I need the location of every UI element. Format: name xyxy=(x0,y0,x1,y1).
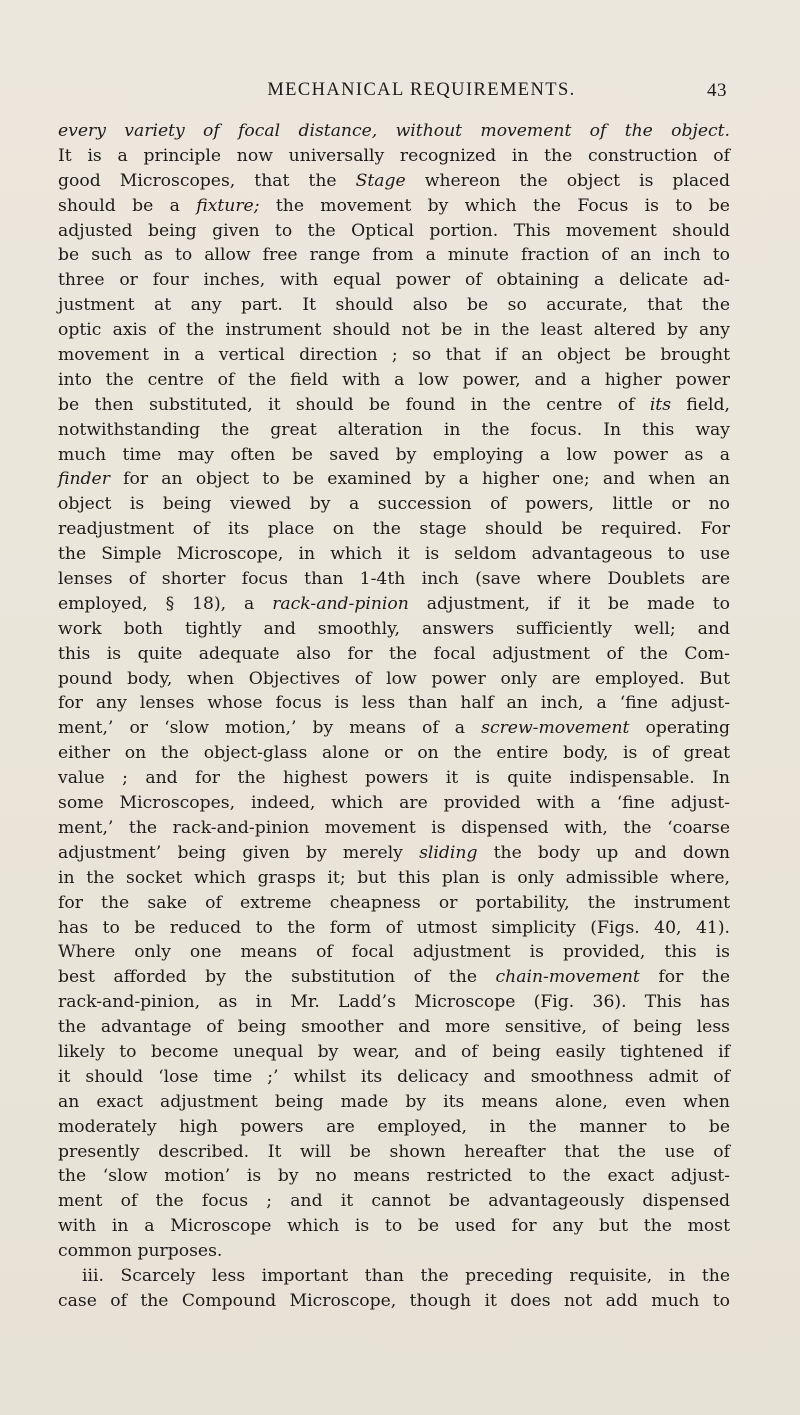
text-line xyxy=(58,393,730,418)
text-line xyxy=(58,1140,730,1165)
text-run: ment,’ the rack-and-pinion movement is dispensed with, the ‘coarse xyxy=(58,817,730,838)
text-line xyxy=(58,243,730,268)
text-run: the movement by which the Focus is to be xyxy=(259,195,730,216)
text-run: either on the object-glass alone or on the entire body, is of great xyxy=(58,743,730,764)
text-line xyxy=(58,219,730,244)
text-run: good Microscopes, that the xyxy=(58,170,356,191)
text-run: the ‘slow motion’ is by no means restricted to the exact adjust- xyxy=(58,1166,730,1187)
italic-text: fixture; xyxy=(196,195,260,216)
italic-text: its xyxy=(649,394,672,415)
text-line xyxy=(58,443,730,468)
text-run: three or four inches, with equal power of obtaining a delicate ad- xyxy=(58,270,730,291)
text-line xyxy=(58,1015,730,1040)
text-run: justment at any part. It should also be so accurate, that the xyxy=(58,295,730,316)
text-line xyxy=(58,293,730,318)
text-line xyxy=(58,691,730,716)
text-line xyxy=(58,716,730,741)
text-run: ment of the focus ; and it cannot be advantageously dispensed xyxy=(58,1191,730,1212)
text-run: rack-and-pinion, as in Mr. Ladd’s Microscope (Fig. 36). This has xyxy=(58,992,730,1013)
text-line xyxy=(58,1289,730,1314)
text-run: an exact adjustment being made by its means alone, even when xyxy=(58,1091,730,1112)
text-line xyxy=(58,940,730,965)
text-line xyxy=(58,1090,730,1115)
text-line xyxy=(58,766,730,791)
text-run: optic axis of the instrument should not be in the least altered by any xyxy=(58,320,730,341)
text-run: ment,’ or ‘slow motion,’ by means of a xyxy=(58,718,482,739)
text-line xyxy=(58,119,730,144)
text-line xyxy=(58,1214,730,1239)
text-run: for an object to be examined by a higher one; and when an xyxy=(109,469,730,490)
text-run: employed, § 18), a xyxy=(58,593,273,614)
text-line xyxy=(58,268,730,293)
text-run: iii. Scarcely less important than the preceding requisite, in the xyxy=(82,1265,730,1286)
text-run: some Microscopes, indeed, which are provided with a ‘fine adjust- xyxy=(58,793,730,814)
text-line xyxy=(58,492,730,517)
text-line xyxy=(58,1115,730,1140)
text-line xyxy=(58,866,730,891)
text-run: best afforded by the substitution of the xyxy=(58,967,496,988)
italic-text: rack-and-pinion xyxy=(272,593,409,614)
italic-text: Stage xyxy=(355,170,406,191)
text-line xyxy=(58,194,730,219)
text-line xyxy=(58,741,730,766)
text-run: lenses of shorter focus than 1-4th inch (save where Doublets are xyxy=(58,569,730,590)
text-run: has to be reduced to the form of utmost simplicity (Figs. 40, 41). xyxy=(58,917,730,938)
text-run: readjustment of its place on the stage should be required. For xyxy=(58,519,730,540)
italic-text: chain-movement xyxy=(495,967,640,988)
text-run: it should ‘lose time ;’ whilst its delicacy and smoothness admit of xyxy=(58,1066,730,1087)
page-number: 43 xyxy=(707,80,727,101)
text-run: field, xyxy=(671,394,731,415)
text-line xyxy=(58,517,730,542)
text-run: pound body, when Objectives of low power only are employed. But xyxy=(58,668,730,689)
text-line xyxy=(58,1264,730,1289)
text-run: movement in a vertical direction ; so that if an object be brought xyxy=(58,345,730,366)
text-run: with in a Microscope which is to be used for any but the most xyxy=(58,1216,730,1237)
text-line xyxy=(58,1164,730,1189)
italic-text: finder xyxy=(58,469,110,490)
text-line xyxy=(58,567,730,592)
text-run: object is being viewed by a succession of powers, little or no xyxy=(58,494,730,515)
text-line xyxy=(58,418,730,443)
text-line xyxy=(58,343,730,368)
text-run: the Simple Microscope, in which it is seldom advantageous to use xyxy=(58,544,730,565)
text-run: adjustment’ being given by merely xyxy=(58,842,420,863)
text-run: into the centre of the field with a low power, and a higher power xyxy=(58,369,730,390)
text-run: value ; and for the highest powers it is quite indispensable. In xyxy=(58,768,730,789)
text-line xyxy=(58,1040,730,1065)
text-run: moderately high powers are employed, in the manner to be xyxy=(58,1116,730,1137)
text-run: work both tightly and smoothly, answers sufficiently well; and xyxy=(58,618,730,639)
text-line xyxy=(58,467,730,492)
text-line xyxy=(58,617,730,642)
italic-text: every variety of focal distance, without movement of the object. xyxy=(58,121,730,141)
text-run: notwithstanding the great alteration in the focus. In this way xyxy=(58,419,730,440)
text-run: for any lenses whose focus is less than half an inch, a ‘fine adjust- xyxy=(58,693,730,714)
text-line xyxy=(58,169,730,194)
running-head xyxy=(116,80,727,106)
text-line xyxy=(58,891,730,916)
text-run: be such as to allow free range from a minute fraction of an inch to xyxy=(58,245,730,266)
text-run: operating xyxy=(629,718,730,739)
text-run: in the socket which grasps it; but this plan is only admissible where, xyxy=(58,867,730,888)
text-line xyxy=(58,916,730,941)
text-run: adjustment, if it be made to xyxy=(408,593,730,614)
italic-text: sliding xyxy=(419,842,478,863)
text-run: much time may often be saved by employing a low power as a xyxy=(58,444,730,465)
text-run: Where only one means of focal adjustment is provided, this is xyxy=(58,942,730,963)
text-run: likely to become unequal by wear, and of being easily tightened if xyxy=(58,1041,730,1062)
text-run: presently described. It will be shown hereafter that the use of xyxy=(58,1141,730,1162)
text-line xyxy=(58,965,730,990)
text-run: for the sake of extreme cheapness or portability, the instrument xyxy=(58,892,730,913)
text-run: common purposes. xyxy=(58,1241,223,1262)
text-line xyxy=(58,542,730,567)
body-text xyxy=(58,119,730,1314)
text-run: the advantage of being smoother and more sensitive, of being less xyxy=(58,1017,730,1038)
text-line xyxy=(58,1065,730,1090)
text-line xyxy=(58,1189,730,1214)
text-run: the body up and down xyxy=(477,842,730,863)
text-line xyxy=(58,368,730,393)
text-line xyxy=(58,642,730,667)
text-line xyxy=(58,667,730,692)
text-run: case of the Compound Microscope, though it does not add much to xyxy=(58,1290,730,1311)
text-line xyxy=(58,144,730,169)
text-run: It is a principle now universally recognized in the construction of xyxy=(58,145,730,166)
text-line xyxy=(58,592,730,617)
text-run: whereon the object is placed xyxy=(405,170,730,191)
text-line xyxy=(58,318,730,343)
text-line xyxy=(58,791,730,816)
text-line xyxy=(58,841,730,866)
text-line xyxy=(58,816,730,841)
text-run: for the xyxy=(639,967,731,988)
text-run: adjusted being given to the Optical portion. This movement should xyxy=(58,220,730,241)
text-run: be then substituted, it should be found in the centre of xyxy=(58,394,650,415)
text-run: should be a xyxy=(58,195,197,216)
text-run: this is quite adequate also for the focal adjustment of the Com- xyxy=(58,643,730,664)
running-title: MECHANICAL REQUIREMENTS. xyxy=(267,80,576,100)
text-line xyxy=(58,990,730,1015)
text-line xyxy=(58,1239,730,1264)
italic-text: screw-movement xyxy=(481,718,630,739)
